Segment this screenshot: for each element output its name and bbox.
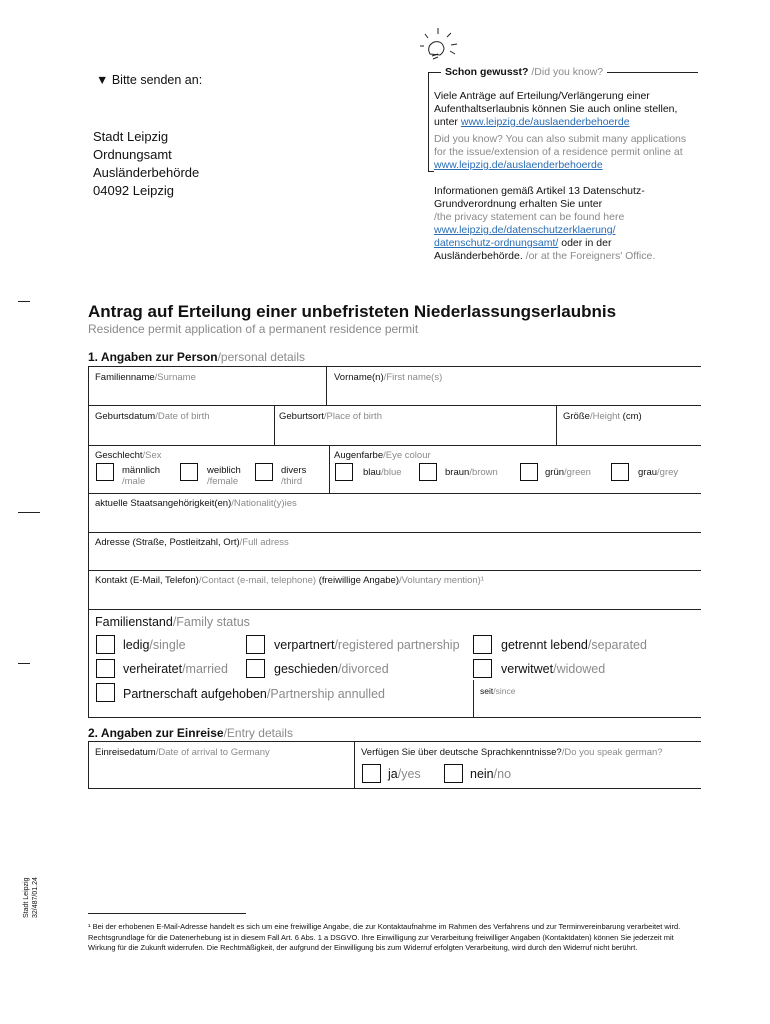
checkbox-yes[interactable] bbox=[362, 764, 381, 783]
sex-option-label: männlich bbox=[122, 465, 161, 476]
table-divider bbox=[274, 405, 275, 445]
height-unit: (cm) bbox=[620, 411, 642, 422]
eye-label-group bbox=[334, 450, 431, 461]
address-line: Ausländerbehörde bbox=[93, 165, 200, 180]
privacy-text-de: Informationen gemäß Artikel 13 Datenschutz-Grundverordnung erhalten Sie unter bbox=[434, 185, 645, 210]
info-text-en: Did you know? You can also submit many applications for the issue/extension of a residence permit online at bbox=[434, 133, 687, 158]
sex-option-label: divers bbox=[281, 465, 307, 476]
dob-field[interactable] bbox=[95, 411, 210, 422]
language-label-en: /Do you speak german? bbox=[561, 747, 663, 758]
marital-option-label: verheiratet bbox=[123, 662, 183, 676]
table-divider bbox=[473, 680, 474, 717]
table-divider bbox=[88, 405, 701, 406]
form-subtitle: Residence permit application of a permanent residence permit bbox=[88, 322, 419, 336]
table-divider bbox=[88, 570, 701, 571]
marital-option-widowed[interactable] bbox=[473, 659, 606, 683]
checkbox-separated[interactable] bbox=[473, 635, 492, 654]
privacy-tail: oder in der bbox=[558, 237, 612, 249]
entry-date-field[interactable] bbox=[95, 747, 270, 758]
info-text-de: Viele Anträge auf Erteilung/Verlängerung einer Aufenthaltserlaubnis können Sie auch online stellen, unter bbox=[434, 90, 678, 128]
eye-option-label-en: /grey bbox=[657, 467, 679, 478]
sex-label-group bbox=[95, 450, 162, 461]
table-divider bbox=[88, 493, 701, 494]
marital-option-label: getrennt lebend bbox=[501, 638, 588, 652]
table-divider bbox=[88, 532, 701, 533]
privacy-notice bbox=[434, 185, 696, 263]
firstname-field[interactable] bbox=[334, 372, 442, 383]
address-line: Ordnungsamt bbox=[93, 147, 172, 162]
privacy-text-en: /the privacy statement can be found here bbox=[434, 211, 625, 223]
send-to-label: ▼ Bitte senden an: bbox=[96, 73, 203, 87]
contact-field[interactable] bbox=[95, 575, 484, 586]
no-label-en: /no bbox=[493, 767, 512, 781]
sex-option-label-en: /male bbox=[122, 476, 146, 487]
table-border bbox=[88, 366, 701, 367]
eye-option-label-en: /green bbox=[564, 467, 591, 478]
marital-option-separated[interactable] bbox=[473, 635, 647, 659]
form-reference-org: Stadt Leipzig bbox=[23, 877, 30, 918]
sex-option-label-en: /female bbox=[207, 476, 239, 487]
marital-option-label: geschieden bbox=[274, 662, 338, 676]
yes-label-en: /yes bbox=[397, 767, 421, 781]
table-divider bbox=[354, 741, 355, 788]
marital-option-label-en: /single bbox=[149, 638, 186, 652]
marital-option-annulled[interactable] bbox=[96, 683, 385, 707]
marital-option-label: verpartnert bbox=[274, 638, 335, 652]
section-2-title-en: /Entry details bbox=[223, 726, 293, 740]
section-2-title: 2. Angaben zur Einreise bbox=[88, 726, 224, 740]
sex-option-label-en: /third bbox=[281, 476, 303, 487]
fold-mark-1 bbox=[18, 301, 30, 302]
height-label: Größe bbox=[563, 411, 590, 422]
height-label-en: /Height bbox=[589, 411, 621, 422]
sex-label: Geschlecht bbox=[95, 450, 143, 461]
marital-option-married[interactable] bbox=[96, 659, 228, 683]
marital-label-en: /Family status bbox=[172, 615, 250, 629]
firstname-label: Vorname(n) bbox=[334, 372, 384, 383]
since-label: seit bbox=[480, 686, 494, 696]
footnote-divider bbox=[88, 913, 246, 914]
checkbox-partnership[interactable] bbox=[246, 635, 265, 654]
eye-option-label: grau bbox=[638, 467, 658, 478]
table-border bbox=[88, 366, 89, 717]
lightbulb-icon bbox=[420, 24, 468, 68]
sex-option-third[interactable] bbox=[255, 463, 307, 487]
eye-option-label: grün bbox=[545, 467, 565, 478]
eye-label: Augenfarbe bbox=[334, 450, 384, 461]
marital-option-label-en: /Partnership annulled bbox=[266, 687, 385, 701]
height-field[interactable] bbox=[563, 411, 642, 422]
table-divider bbox=[326, 366, 327, 405]
table-divider bbox=[556, 405, 557, 445]
marital-option-divorced[interactable] bbox=[246, 659, 389, 683]
section-1-title-en: /personal details bbox=[217, 350, 305, 364]
checkbox-annulled[interactable] bbox=[96, 683, 115, 702]
eye-option-grey[interactable] bbox=[611, 463, 679, 486]
sex-option-male[interactable] bbox=[96, 463, 161, 487]
sex-label-en: /Sex bbox=[142, 450, 162, 461]
privacy-office: Ausländerbehörde. bbox=[434, 250, 523, 262]
info-box bbox=[427, 64, 697, 176]
marital-option-label-en: /registered partnership bbox=[334, 638, 460, 652]
firstname-label-en: /First name(s) bbox=[383, 372, 443, 383]
info-title-en: /Did you know? bbox=[528, 66, 604, 78]
contact-optional: (freiwillige Angabe) bbox=[316, 575, 399, 586]
eye-option-green[interactable] bbox=[520, 463, 591, 486]
online-services-link-en[interactable]: www.leipzig.de/auslaenderbehoerde bbox=[434, 159, 603, 171]
surname-label: Familienname bbox=[95, 372, 155, 383]
eye-option-brown[interactable] bbox=[419, 463, 498, 486]
marital-option-single[interactable] bbox=[96, 635, 186, 659]
nationality-label-en: /Nationalit(y)ies bbox=[231, 498, 297, 509]
checkbox-third[interactable] bbox=[255, 463, 273, 481]
online-services-link[interactable]: www.leipzig.de/auslaenderbehoerde bbox=[460, 116, 630, 128]
section-2-heading bbox=[88, 726, 293, 740]
form-reference-number: 32/487/01.24 bbox=[32, 877, 39, 918]
marital-option-label-en: /married bbox=[182, 662, 228, 676]
checkbox-single[interactable] bbox=[96, 635, 115, 654]
marital-option-label-en: /separated bbox=[587, 638, 647, 652]
form-reference bbox=[22, 858, 40, 918]
section-1-heading bbox=[88, 350, 305, 364]
sex-option-female[interactable] bbox=[180, 463, 241, 487]
dob-label-en: /Date of birth bbox=[155, 411, 210, 422]
fold-mark-2 bbox=[18, 512, 40, 513]
info-title: Schon gewusst? bbox=[445, 66, 529, 78]
address-field[interactable] bbox=[95, 537, 289, 548]
eye-option-label-en: /brown bbox=[469, 467, 498, 478]
eye-label-en: /Eye colour bbox=[383, 450, 431, 461]
address-label: Adresse (Straße, Postleitzahl, Ort) bbox=[95, 537, 240, 548]
table-divider bbox=[88, 609, 701, 610]
checkbox-blue[interactable] bbox=[335, 463, 353, 481]
marital-label-group bbox=[95, 615, 250, 629]
fold-mark-3 bbox=[18, 663, 30, 664]
pob-field[interactable] bbox=[279, 411, 382, 422]
checkbox-divorced[interactable] bbox=[246, 659, 265, 678]
eye-option-label: blau bbox=[363, 467, 381, 478]
pob-label: Geburtsort bbox=[279, 411, 324, 422]
table-divider bbox=[88, 788, 701, 789]
address-label-en: /Full adress bbox=[239, 537, 289, 548]
eye-option-blue[interactable] bbox=[335, 463, 402, 486]
marital-option-label: Partnerschaft aufgehoben bbox=[123, 687, 267, 701]
section-1-title: 1. Angaben zur Person bbox=[88, 350, 218, 364]
address-line: Stadt Leipzig bbox=[93, 129, 169, 144]
dob-label: Geburtsdatum bbox=[95, 411, 156, 422]
surname-label-en: /Surname bbox=[154, 372, 196, 383]
checkbox-no[interactable] bbox=[444, 764, 463, 783]
yes-label: ja bbox=[388, 767, 398, 781]
table-divider bbox=[329, 445, 330, 493]
marital-option-label-en: /divorced bbox=[337, 662, 389, 676]
pob-label-en: /Place of birth bbox=[323, 411, 382, 422]
since-field[interactable] bbox=[480, 686, 515, 696]
language-question bbox=[361, 747, 663, 758]
checkbox-grey[interactable] bbox=[611, 463, 629, 481]
sex-option-label: weiblich bbox=[207, 465, 241, 476]
address-line: 04092 Leipzig bbox=[93, 183, 174, 198]
nationality-field[interactable] bbox=[95, 498, 297, 509]
marital-option-label: ledig bbox=[123, 638, 150, 652]
eye-option-label-en: /blue bbox=[380, 467, 402, 478]
since-label-en: /since bbox=[493, 686, 516, 696]
contact-optional-en: /Voluntary mention)¹ bbox=[398, 575, 484, 586]
language-label: Verfügen Sie über deutsche Sprachkenntnisse? bbox=[361, 747, 562, 758]
entry-date-label-en: /Date of arrival to Germany bbox=[155, 747, 270, 758]
checkbox-brown[interactable] bbox=[419, 463, 437, 481]
checkbox-male[interactable] bbox=[96, 463, 114, 481]
footnote: ¹ Bei der erhobenen E-Mail-Adresse handelt es sich um eine freiwillige Angabe, die zur Kontaktaufnahme im Rahmen des Verfahrens und zur Terminvereinbarung verarbeitet wird. Rechtsgrundlage für die Datenerhebung ist in diesem Fall Art. 6 Abs. 1 a DSGVO. Ihre Einwilligung zur Verarbeitung freiwilliger Angaben (Kontaktdaten) können Sie jederzeit mit Wirkung für die Zukunft widerrufen. Die Rechtmäßigkeit, der aufgrund der Einwilligung bis zum Widerruf erfolgten Verarbeitung, wird durch den Widerruf nicht berührt. bbox=[88, 922, 681, 952]
language-option-no[interactable] bbox=[444, 764, 512, 788]
form-title: Antrag auf Erteilung einer unbefristeten Niederlassungserlaubnis bbox=[88, 302, 617, 321]
privacy-link-2[interactable]: datenschutz-ordnungsamt/ bbox=[434, 237, 559, 249]
marital-option-partnership[interactable] bbox=[246, 635, 460, 659]
privacy-link[interactable]: www.leipzig.de/datenschutzerklaerung/ bbox=[434, 224, 616, 236]
marital-option-label: verwitwet bbox=[501, 662, 554, 676]
table-divider bbox=[88, 717, 701, 718]
no-label: nein bbox=[470, 767, 494, 781]
marital-label: Familienstand bbox=[95, 615, 173, 629]
eye-option-label: braun bbox=[445, 467, 470, 478]
checkbox-widowed[interactable] bbox=[473, 659, 492, 678]
table-divider bbox=[88, 445, 701, 446]
entry-date-label: Einreisedatum bbox=[95, 747, 156, 758]
checkbox-married[interactable] bbox=[96, 659, 115, 678]
contact-label-en: /Contact (e-mail, telephone) bbox=[198, 575, 317, 586]
nationality-label: aktuelle Staatsangehörigkeit(en) bbox=[95, 498, 232, 509]
privacy-office-en: /or at the Foreigners' Office. bbox=[522, 250, 656, 262]
checkbox-green[interactable] bbox=[520, 463, 538, 481]
table-border bbox=[88, 741, 89, 788]
language-option-yes[interactable] bbox=[362, 764, 421, 788]
recipient-address bbox=[93, 128, 199, 200]
contact-label: Kontakt (E-Mail, Telefon) bbox=[95, 575, 199, 586]
checkbox-female[interactable] bbox=[180, 463, 198, 481]
table-border bbox=[88, 741, 701, 742]
marital-option-label-en: /widowed bbox=[553, 662, 606, 676]
surname-field[interactable] bbox=[95, 372, 196, 383]
